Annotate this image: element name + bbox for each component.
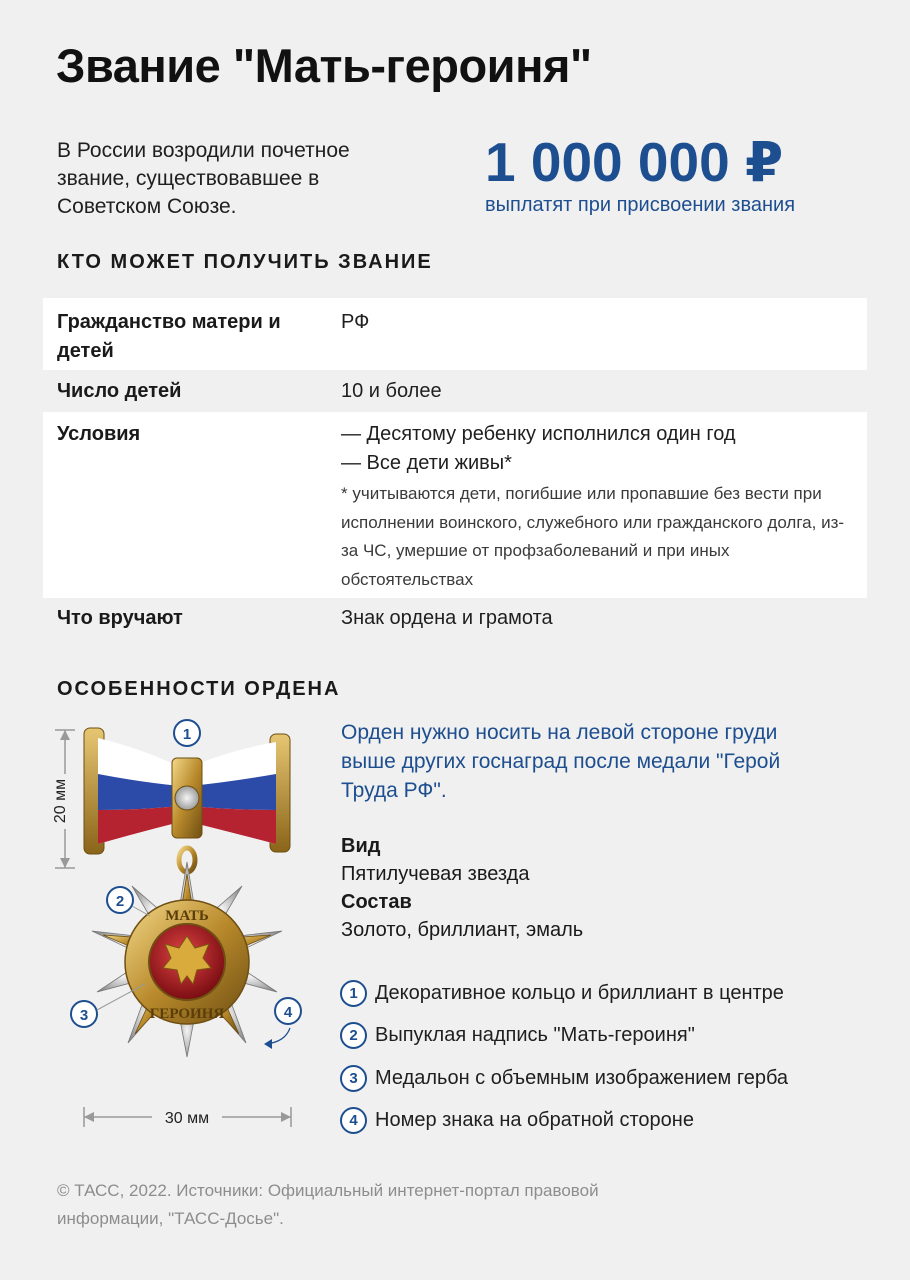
table-row (43, 598, 867, 642)
condition-2: — Все дети живы* (341, 452, 512, 474)
list-item (340, 1015, 788, 1058)
features-list (340, 972, 788, 1142)
number-badge: 1 (340, 980, 367, 1007)
feature-text: Номер знака на обратной стороне (375, 1109, 694, 1132)
condition-1: — Десятому ребенку исполнился один год (341, 423, 736, 445)
table-row (43, 298, 867, 370)
table-row (43, 412, 867, 598)
row-value (341, 420, 853, 589)
row-key: Гражданство матери и детей (57, 311, 281, 362)
row-key: Условия (57, 423, 141, 445)
number-badge: 3 (340, 1065, 367, 1092)
list-item (340, 972, 788, 1015)
marker-1-label: 1 (182, 726, 192, 743)
row-value: 10 и более (341, 380, 442, 402)
intro-text: В России возродили почетное звание, существовавшее в Советском Союзе. (57, 139, 350, 218)
diamond-icon (175, 786, 199, 810)
width-dimension (84, 1105, 291, 1129)
type-block (341, 832, 741, 944)
feature-text: Выпуклая надпись "Мать-героиня" (375, 1024, 695, 1047)
page-title: Звание "Мать-героиня" (56, 39, 592, 92)
marker-2-label: 2 (115, 893, 125, 910)
wear-note: Орден нужно носить на левой стороне груди выше других госнаград после медали "Герой Труда РФ". (341, 721, 781, 802)
medal-text-bottom: ГЕРОИНЯ (149, 1006, 225, 1022)
eligibility-table (43, 298, 867, 642)
row-value: РФ (341, 311, 370, 333)
type-value: Пятилучевая звезда (341, 863, 530, 885)
list-item (340, 1057, 788, 1100)
material-label: Состав (341, 891, 412, 913)
number-badge: 2 (340, 1022, 367, 1049)
marker-3-label: 3 (79, 1007, 89, 1024)
payout-amount: 1 000 000 ₽ (485, 131, 784, 193)
width-label: 30 мм (164, 1110, 210, 1127)
height-dimension (52, 730, 76, 868)
row-value: Знак ордена и грамота (341, 607, 553, 629)
number-badge: 4 (340, 1107, 367, 1134)
material-value: Золото, бриллиант, эмаль (341, 919, 584, 941)
feature-text: Медальон с объемным изображением герба (375, 1066, 789, 1089)
marker-4-label: 4 (283, 1004, 293, 1021)
payout-caption: выплатят при присвоении звания (485, 194, 796, 216)
height-label: 20 мм (52, 778, 69, 824)
condition-footnote: * учитываются дети, погибшие или пропавшие без вести при исполнении воинского, служебного или гражданского долга, из-за ЧС, умершие от профзаболеваний и при иных обстоятельствах (341, 484, 845, 589)
row-key: Что вручают (57, 607, 183, 629)
table-row (43, 370, 867, 412)
order-heading: ОСОБЕННОСТИ ОРДЕНА (57, 678, 341, 700)
source-footer: © ТАСС, 2022. Источники: Официальный интернет-портал правовой информации, "ТАСС-Досье". (57, 1181, 599, 1228)
who-heading: КТО МОЖЕТ ПОЛУЧИТЬ ЗВАНИЕ (57, 251, 433, 273)
medal-text-top: МАТЬ (165, 908, 209, 924)
type-label: Вид (341, 835, 381, 857)
feature-text: Декоративное кольцо и бриллиант в центре (375, 981, 784, 1004)
list-item (340, 1100, 788, 1143)
row-key: Число детей (57, 380, 182, 402)
medal-illustration (40, 712, 320, 1142)
